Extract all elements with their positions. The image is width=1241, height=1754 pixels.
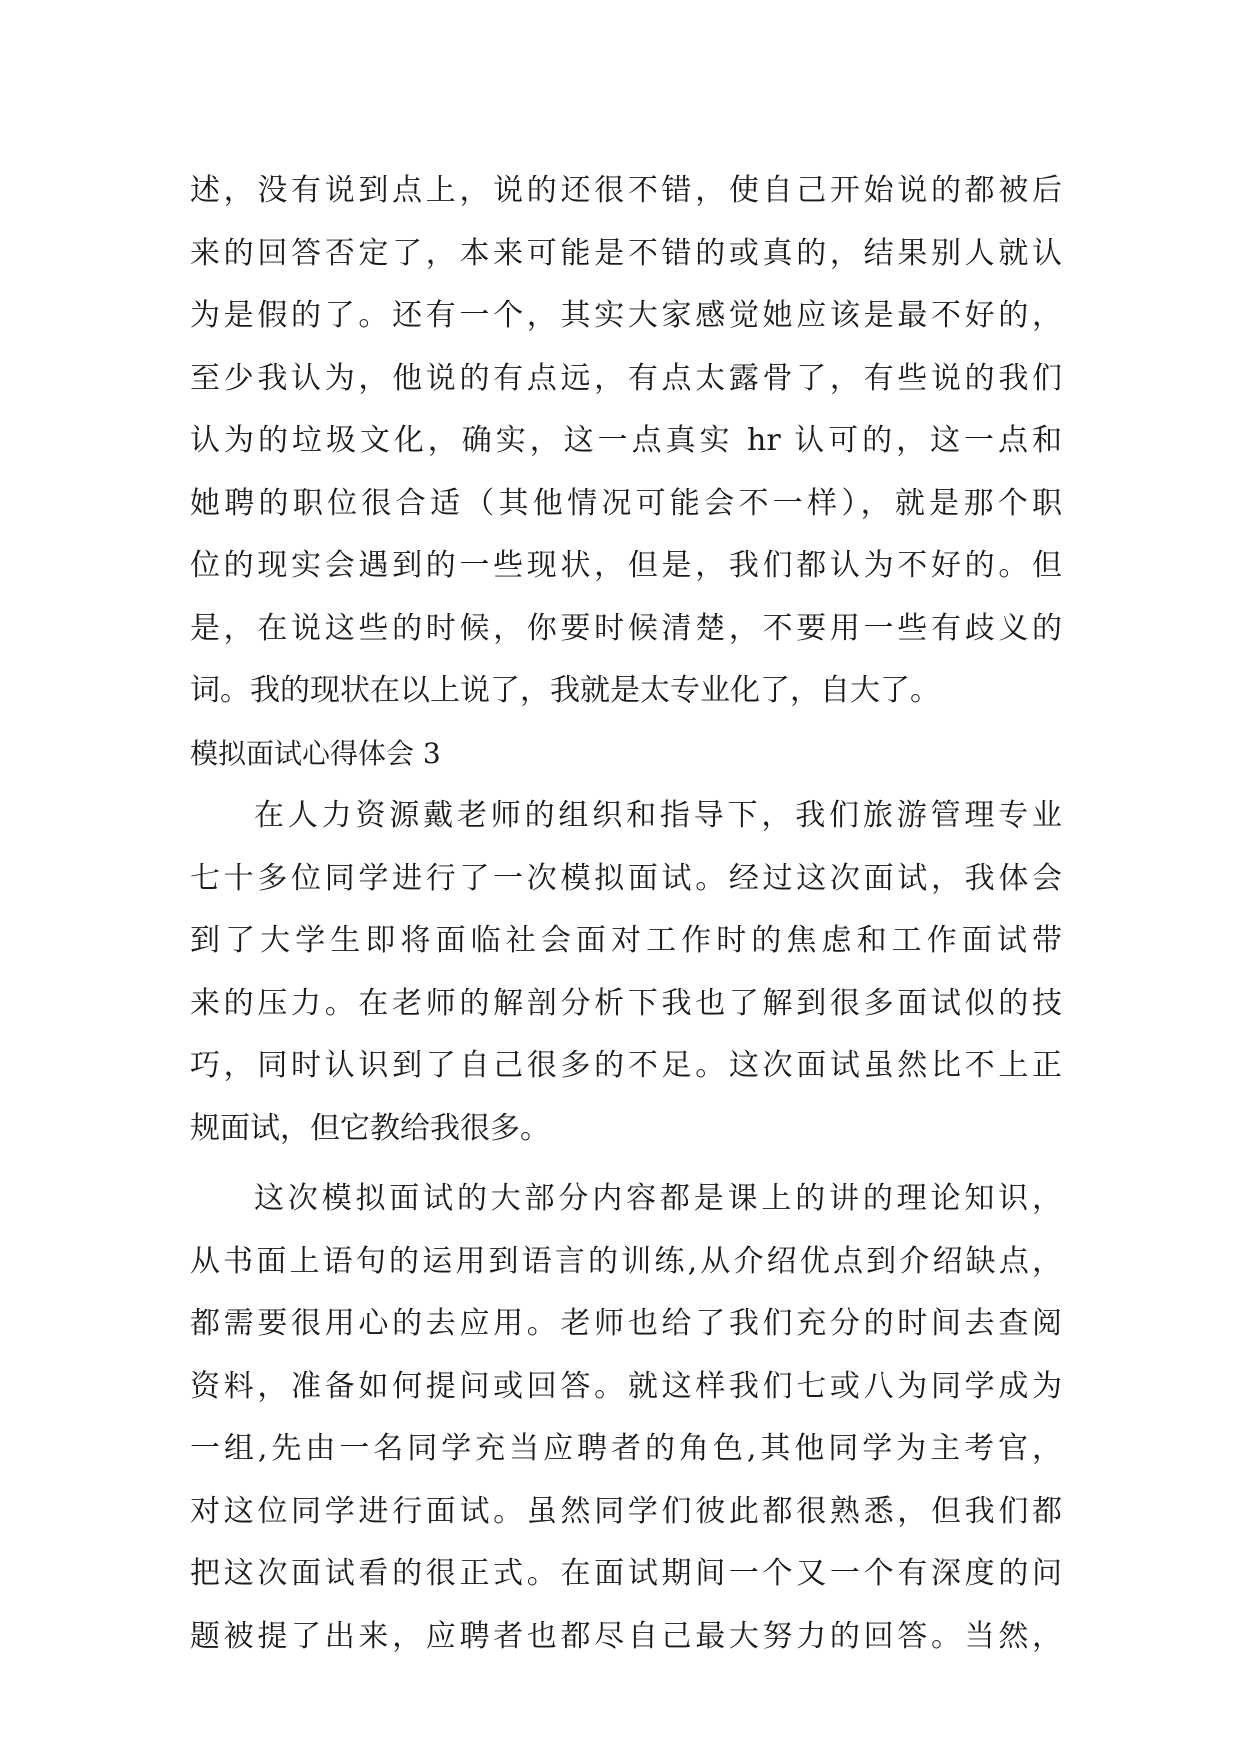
text-line: 在人力资源戴老师的组织和指导下，我们旅游管理专业	[254, 798, 1062, 833]
text-line: 资料，准备如何提问或回答。就这样我们七或八为同学成为	[190, 1368, 1062, 1404]
text-line: 这次模拟面试的大部分内容都是课上的讲的理论知识，	[254, 1181, 1062, 1216]
continued-paragraph	[190, 160, 1062, 723]
text-line: 都需要很用心的去应用。老师也给了我们充分的时间去查阅	[190, 1306, 1062, 1341]
text-line: 一组,先由一名同学充当应聘者的角色,其他同学为主考官，	[190, 1431, 1062, 1466]
text-line: 词。我的现状在以上说了，我就是太专业化了，自大了。	[190, 673, 940, 708]
text-line: 述，没有说到点上，说的还很不错，使自己开始说的都被后	[190, 173, 1062, 208]
paragraph-1	[190, 785, 1062, 1160]
text-line: 至少我认为，他说的有点远，有点太露骨了，有些说的我们	[190, 360, 1062, 396]
text-line: 题被提了出来，应聘者也都尽自己最大努力的回答。当然，	[190, 1618, 1062, 1654]
text-line: 认为的垃圾文化，确实，这一点真实 hr 认可的，这一点和	[190, 423, 1062, 458]
text-line: 是，在说这些的时候，你要时候清楚，不要用一些有歧义的	[190, 610, 1062, 646]
text-line: 把这次面试看的很正式。在面试期间一个又一个有深度的问	[190, 1556, 1062, 1591]
section-heading: 模拟面试心得体会 3	[190, 736, 441, 770]
text-line: 巧，同时认识到了自己很多的不足。这次面试虽然比不上正	[190, 1048, 1062, 1083]
text-line: 规面试，但它教给我很多。	[190, 1110, 550, 1146]
text-line: 为是假的了。还有一个，其实大家感觉她应该是最不好的，	[190, 298, 1062, 333]
text-line: 她聘的职位很合适（其他情况可能会不一样），就是那个职	[190, 485, 1062, 521]
document-body	[190, 160, 1062, 1668]
text-line: 位的现实会遇到的一些现状，但是，我们都认为不好的。但	[190, 548, 1062, 583]
text-line: 来的压力。在老师的解剖分析下我也了解到很多面试似的技	[190, 985, 1062, 1021]
text-line: 对这位同学进行面试。虽然同学们彼此都很熟悉，但我们都	[190, 1493, 1062, 1529]
text-line: 来的回答否定了，本来可能是不错的或真的，结果别人就认	[190, 235, 1062, 271]
text-line: 七十多位同学进行了一次模拟面试。经过这次面试，我体会	[190, 860, 1062, 896]
paragraph-spacer	[190, 1160, 1062, 1168]
text-line: 从书面上语句的运用到语言的训练,从介绍优点到介绍缺点，	[190, 1243, 1062, 1279]
text-line: 到了大学生即将面临社会面对工作时的焦虑和工作面试带	[190, 923, 1062, 958]
paragraph-2	[190, 1168, 1062, 1668]
